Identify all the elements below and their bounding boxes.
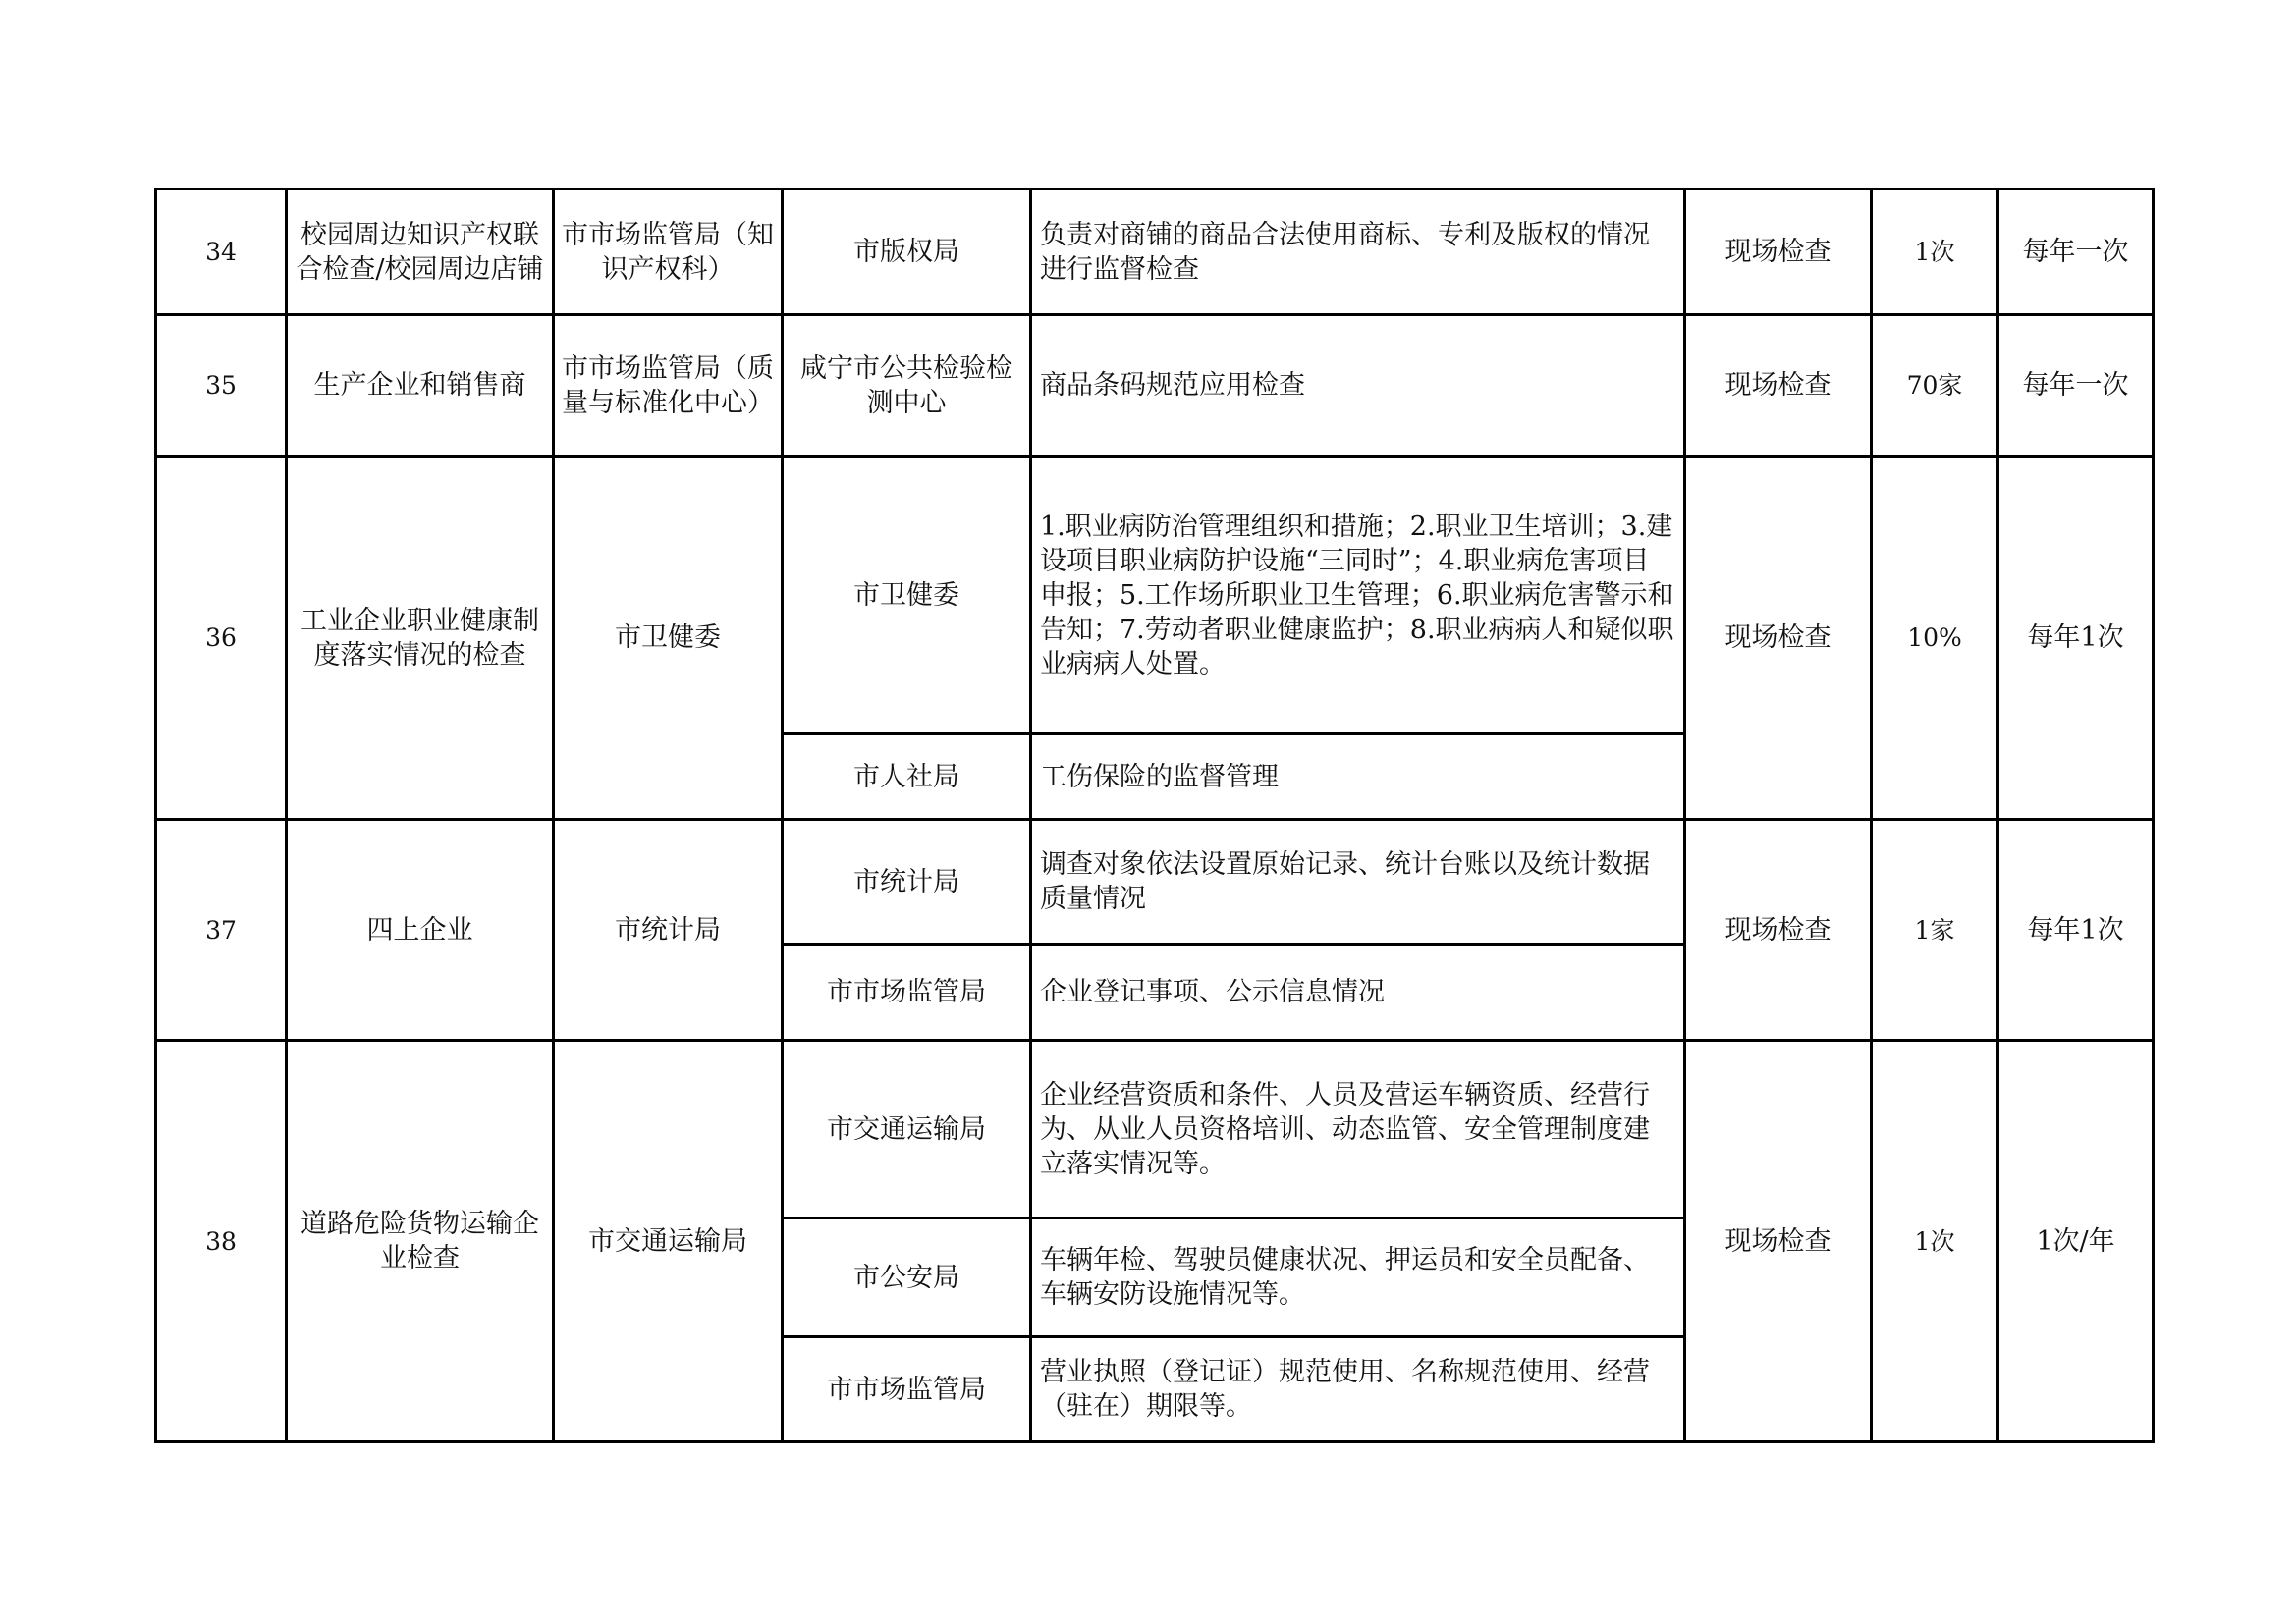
inspection-object: 道路危险货物运输企业检查 [287, 1041, 554, 1442]
inspection-frequency: 1次/年 [1998, 1041, 2154, 1442]
row-number: 36 [156, 457, 287, 820]
inspection-frequency: 每年一次 [1998, 315, 2154, 457]
cooperating-department: 市卫健委 [783, 457, 1031, 734]
inspection-object: 生产企业和销售商 [287, 315, 554, 457]
table-row [156, 820, 2154, 945]
lead-department: 市市场监管局（质量与标准化中心） [554, 315, 783, 457]
table-row [156, 457, 2154, 734]
cooperating-department: 市版权局 [783, 189, 1031, 315]
inspection-ratio: 1次 [1872, 1041, 1998, 1442]
inspection-content: 1.职业病防治管理组织和措施；2.职业卫生培训；3.建设项目职业病防护设施“三同时”；4.职业病危害项目申报；5.工作场所职业卫生管理；6.职业病危害警示和告知；7.劳动者职业健康监护；8.职业病病人和疑似职业病病人处置。 [1031, 457, 1685, 734]
inspection-method: 现场检查 [1685, 315, 1872, 457]
cooperating-department: 咸宁市公共检验检测中心 [783, 315, 1031, 457]
inspection-object: 工业企业职业健康制度落实情况的检查 [287, 457, 554, 820]
row-number: 35 [156, 315, 287, 457]
inspection-ratio: 10% [1872, 457, 1998, 820]
inspection-ratio: 1次 [1872, 189, 1998, 315]
cooperating-department: 市人社局 [783, 734, 1031, 820]
inspection-object: 四上企业 [287, 820, 554, 1041]
lead-department: 市卫健委 [554, 457, 783, 820]
lead-department: 市市场监管局（知识产权科） [554, 189, 783, 315]
lead-department: 市交通运输局 [554, 1041, 783, 1442]
inspection-content: 企业经营资质和条件、人员及营运车辆资质、经营行为、从业人员资格培训、动态监管、安全管理制度建立落实情况等。 [1031, 1041, 1685, 1218]
inspection-content: 企业登记事项、公示信息情况 [1031, 945, 1685, 1041]
table-row [156, 1041, 2154, 1218]
cooperating-department: 市市场监管局 [783, 945, 1031, 1041]
inspection-ratio: 1家 [1872, 820, 1998, 1041]
inspection-frequency: 每年1次 [1998, 457, 2154, 820]
inspection-frequency: 每年一次 [1998, 189, 2154, 315]
table-row [156, 189, 2154, 315]
cooperating-department: 市公安局 [783, 1218, 1031, 1337]
inspection-object: 校园周边知识产权联合检查/校园周边店铺 [287, 189, 554, 315]
inspection-content: 营业执照（登记证）规范使用、名称规范使用、经营（驻在）期限等。 [1031, 1337, 1685, 1442]
inspection-method: 现场检查 [1685, 1041, 1872, 1442]
lead-department: 市统计局 [554, 820, 783, 1041]
inspection-method: 现场检查 [1685, 820, 1872, 1041]
inspection-content: 工伤保险的监督管理 [1031, 734, 1685, 820]
inspection-method: 现场检查 [1685, 457, 1872, 820]
table-row [156, 315, 2154, 457]
inspection-content: 负责对商铺的商品合法使用商标、专利及版权的情况进行监督检查 [1031, 189, 1685, 315]
cooperating-department: 市统计局 [783, 820, 1031, 945]
inspection-content: 商品条码规范应用检查 [1031, 315, 1685, 457]
inspection-content: 调查对象依法设置原始记录、统计台账以及统计数据质量情况 [1031, 820, 1685, 945]
inspection-frequency: 每年1次 [1998, 820, 2154, 1041]
row-number: 37 [156, 820, 287, 1041]
inspection-ratio: 70家 [1872, 315, 1998, 457]
row-number: 38 [156, 1041, 287, 1442]
cooperating-department: 市市场监管局 [783, 1337, 1031, 1442]
inspection-content: 车辆年检、驾驶员健康状况、押运员和安全员配备、车辆安防设施情况等。 [1031, 1218, 1685, 1337]
cooperating-department: 市交通运输局 [783, 1041, 1031, 1218]
row-number: 34 [156, 189, 287, 315]
inspection-table [154, 188, 2155, 1443]
inspection-method: 现场检查 [1685, 189, 1872, 315]
